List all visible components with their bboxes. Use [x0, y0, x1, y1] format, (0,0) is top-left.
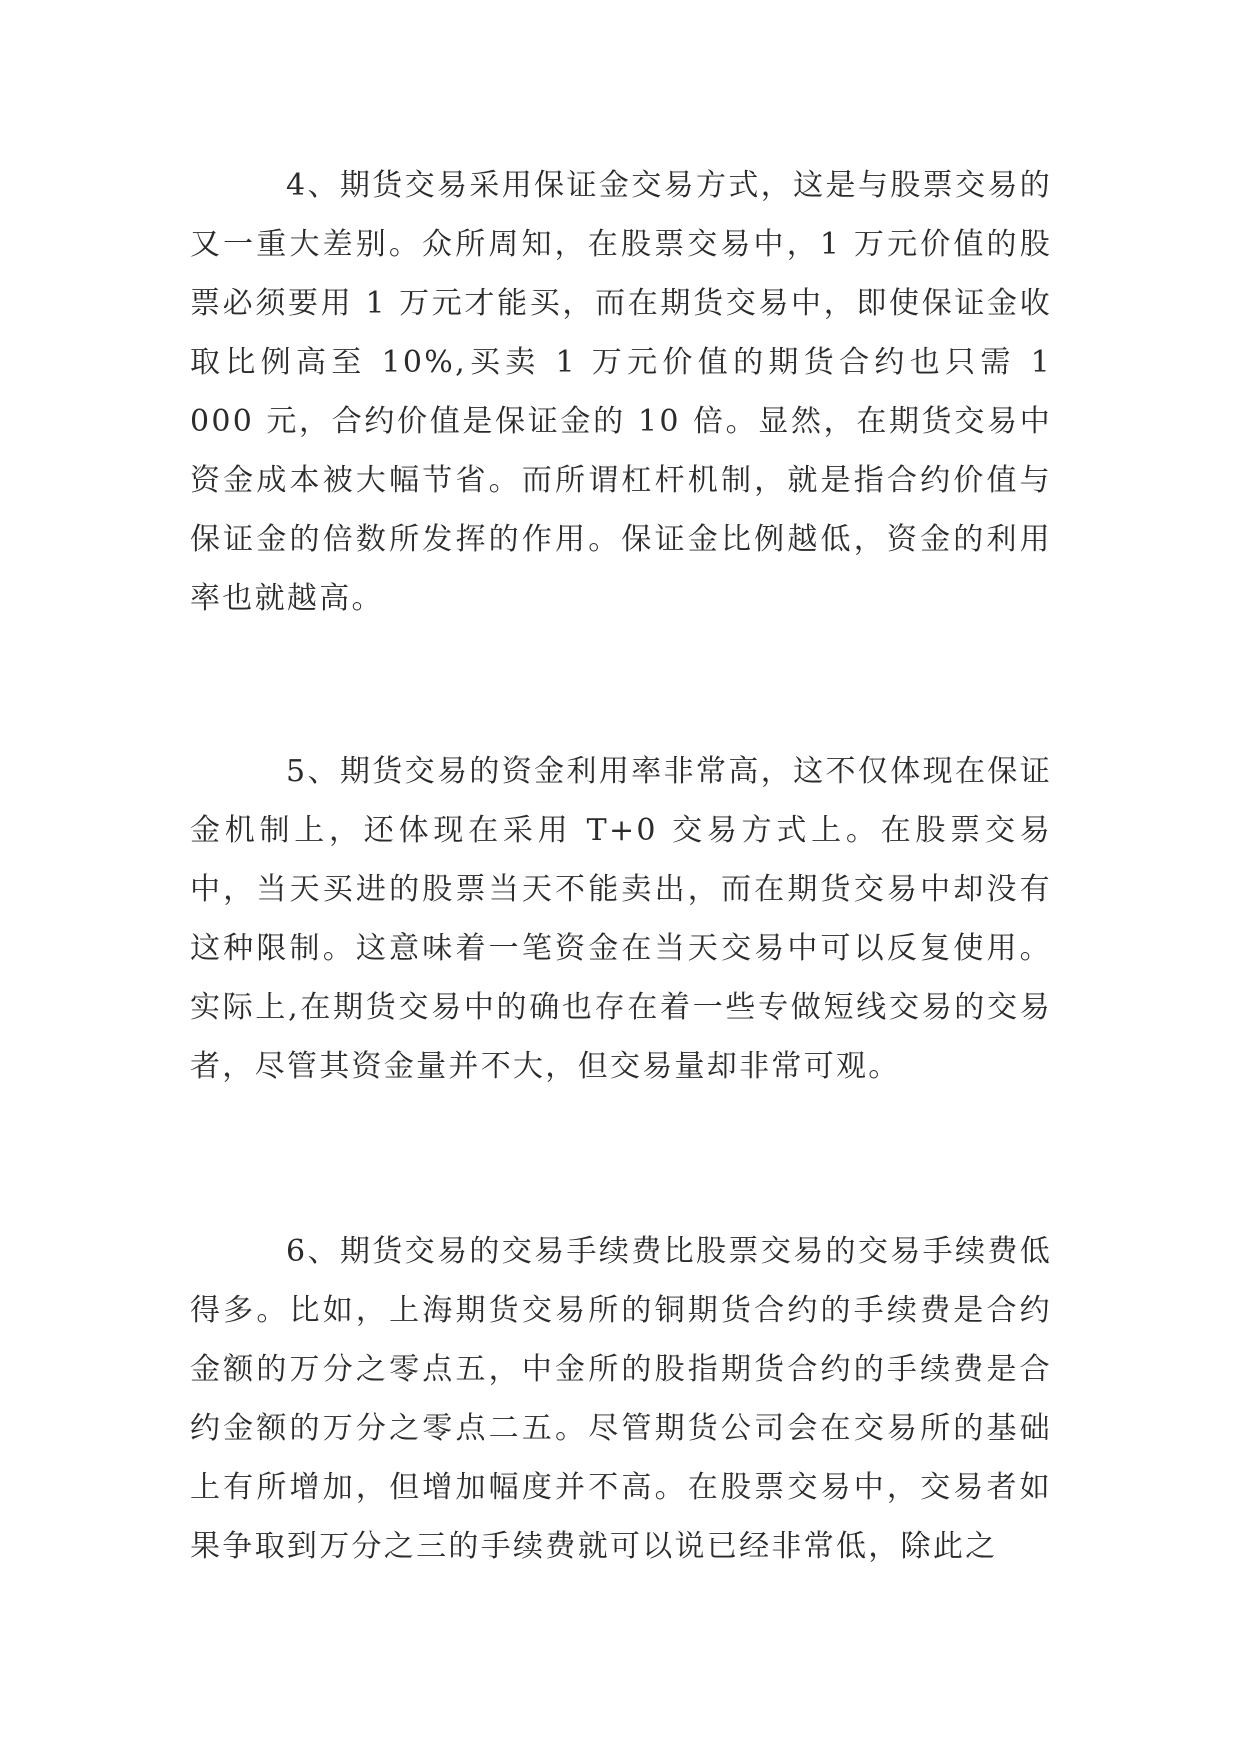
- paragraph-margin-trading: 4、期货交易采用保证金交易方式，这是与股票交易的又一重大差别。众所周知，在股票交易中，1 万元价值的股票必须要用 1 万元才能买，而在期货交易中，即使保证金收取比例高至 10%,买卖 1 万元价值的期货合约也只需 1 000 元，合约价值是保证金的 10 倍。显然，在期货交易中资金成本被大幅节省。而所谓杠杆机制，就是指合约价值与保证金的倍数所发挥的作用。保证金比例越低，资金的利用率也就越高。: [190, 168, 1052, 616]
- paragraph-transaction-fees: 6、期货交易的交易手续费比股票交易的交易手续费低得多。比如，上海期货交易所的铜期货合约的手续费是合约金额的万分之零点五，中金所的股指期货合约的手续费是合约金额的万分之零点二五。尽管期货公司会在交易所的基础上有所增加，但增加幅度并不高。在股票交易中，交易者如果争取到万分之三的手续费就可以说已经非常低，除此之: [190, 1234, 1052, 1564]
- paragraph-capital-utilization: 5、期货交易的资金利用率非常高，这不仅体现在保证金机制上，还体现在采用 T+0 交易方式上。在股票交易中，当天买进的股票当天不能卖出，而在期货交易中却没有这种限制。这意味着一笔资金在当天交易中可以反复使用。实际上,在期货交易中的确也存在着一些专做短线交易的交易者，尽管其资金量并不大，但交易量却非常可观。: [190, 754, 1052, 1084]
